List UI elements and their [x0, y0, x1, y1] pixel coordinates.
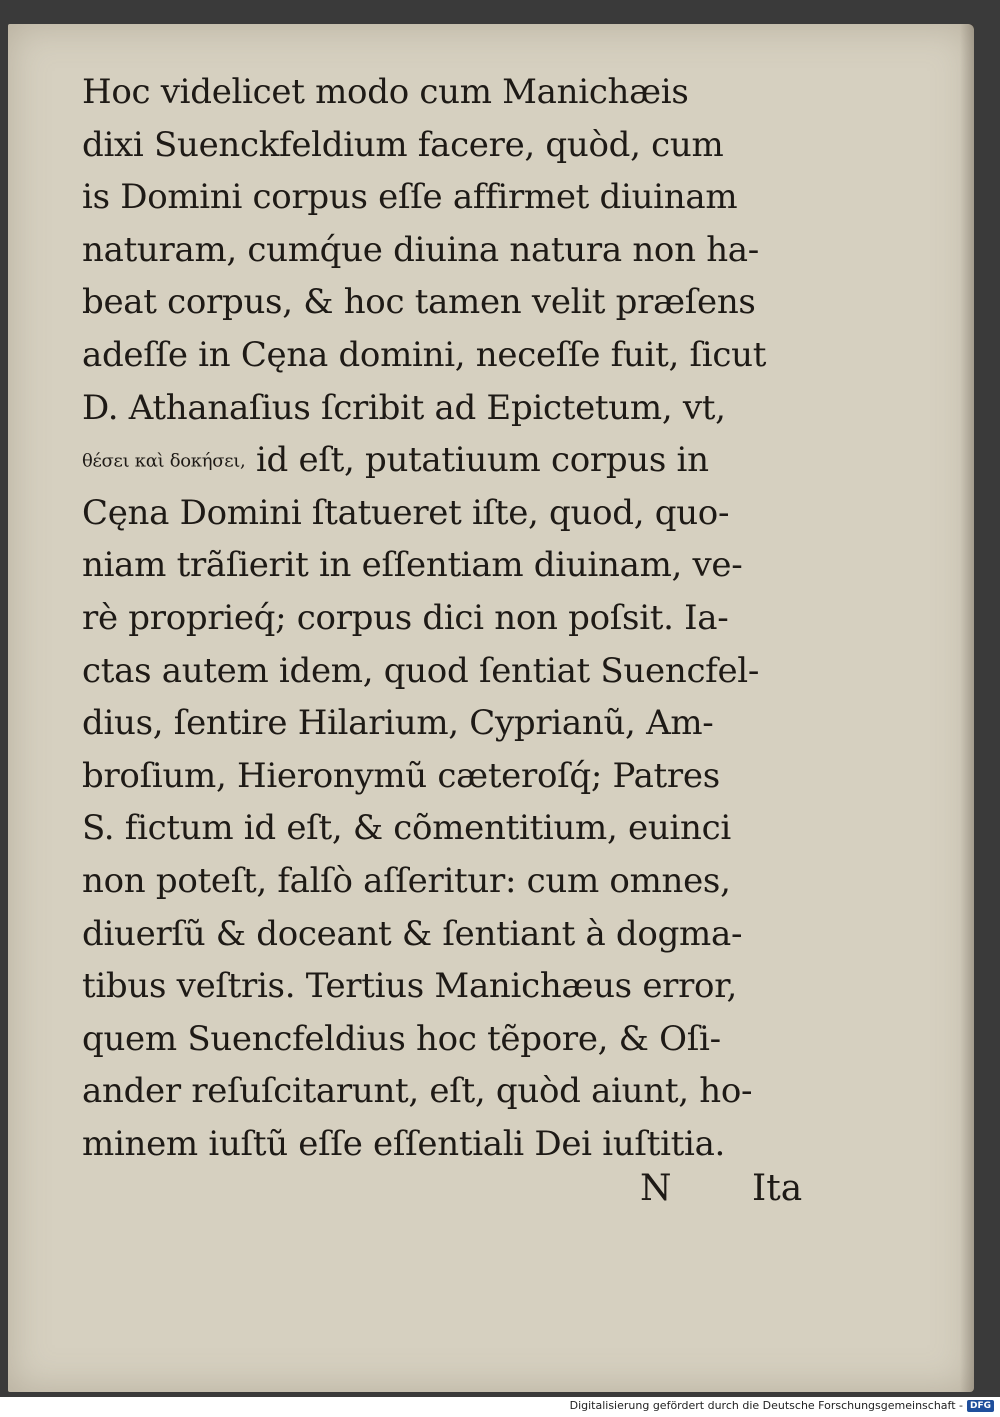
text-line: rè proprieq́; corpus dici non poſsit. Ia- — [82, 597, 729, 638]
credit-text: Digitalisierung gefördert durch die Deutsche Forschungsgemeinschaft - — [569, 1399, 963, 1412]
greek-phrase: θέσει καὶ δοκήσει, — [82, 450, 246, 472]
text-line: quem Suencfeldius hoc tẽpore, & Oſi- — [82, 1018, 721, 1059]
text-line: S. fictum id eſt, & cõmentitium, euinci — [82, 808, 731, 849]
text-line: Cęna Domini ſtatueret iſte, quod, quo- — [82, 492, 730, 533]
text-line: broſium, Hieronymũ cæteroſq́; Patres — [82, 755, 720, 796]
text-line: dius, ſentire Hilarium, Cyprianũ, Am- — [82, 703, 714, 744]
text-line-rest: id eſt, putatiuum corpus in — [255, 440, 709, 481]
text-line: minem iuſtũ eſſe eſſentiali Dei iuſtitia. — [82, 1123, 726, 1164]
text-line-with-greek — [82, 434, 822, 487]
text-line: ctas autem idem, quod ſentiat Suencfel- — [82, 650, 760, 691]
text-line: dixi Suenckfeldium facere, quòd, cum — [82, 124, 724, 165]
text-line: beat corpus, & hoc tamen velit præſens — [82, 282, 756, 323]
text-line: ander reſuſcitarunt, eſt, quòd aiunt, ho- — [82, 1071, 753, 1112]
text-line: naturam, cumq́ue diuina natura non ha- — [82, 229, 759, 270]
page-edge-shadow — [960, 24, 974, 1392]
text-line: niam trãſierit in eſſentiam diuinam, ve- — [82, 545, 743, 586]
text-line: diuerſũ & doceant & ſentiant à dogma- — [82, 913, 743, 954]
text-line: is Domini corpus eſſe affirmet diuinam — [82, 177, 738, 218]
catchword: Ita — [752, 1168, 803, 1209]
digitization-credit — [570, 1399, 994, 1412]
page-text — [82, 66, 822, 1170]
signature-mark: N — [640, 1168, 672, 1209]
dfg-logo: DFG — [967, 1400, 994, 1412]
text-line: D. Athanaſius ſcribit ad Epictetum, vt, — [82, 387, 726, 428]
text-line: Hoc videlicet modo cum Manichæis — [82, 72, 689, 112]
text-line: adeſſe in Cęna domini, neceſſe fuit, ſicut — [82, 334, 767, 375]
text-line: non poteſt, falſò aſſeritur: cum omnes, — [82, 860, 731, 901]
text-line: tibus veſtris. Tertius Manichæus error, — [82, 966, 737, 1007]
